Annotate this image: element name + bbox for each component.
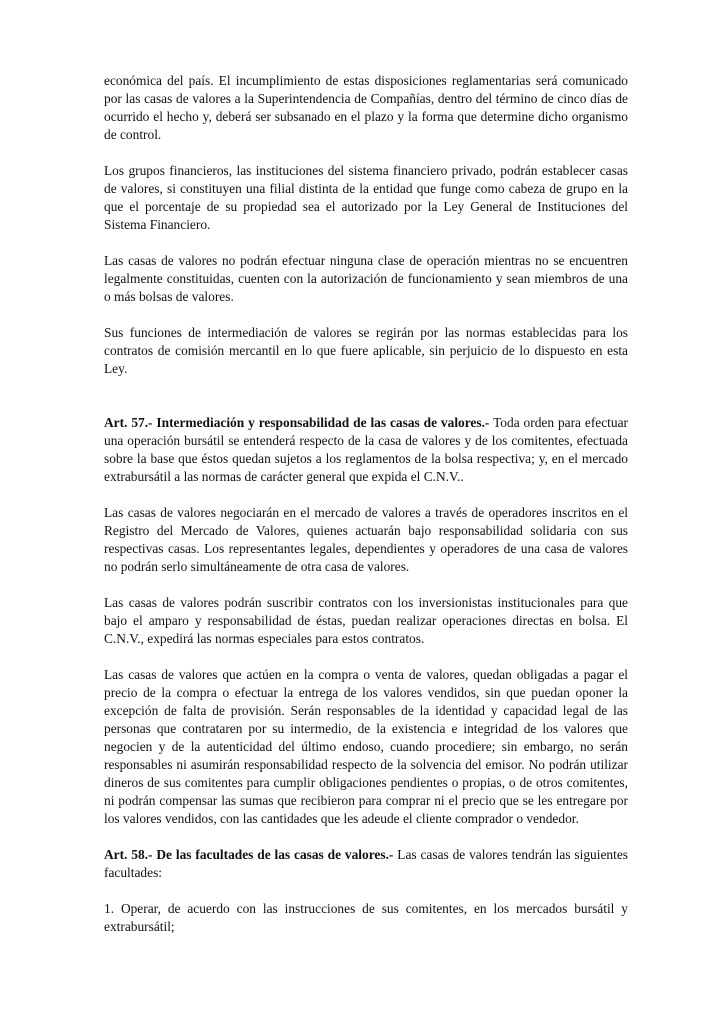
article-57-heading: Art. 57.- Intermediación y responsabilidad de las casas de valores.- — [104, 415, 490, 430]
paragraph-3 — [104, 252, 628, 306]
paragraph-text: Las casas de valores que actúen en la compra o venta de valores, quedan obligadas a pagar el precio de la compra o efectuar la entrega de los valores vendidos, sin que puedan oponer la excepción de falta de provisión. Serán responsables de la identidad y capacidad legal de las personas que contrataren por su intermedio, de la existencia e integridad de los valores que negocien y de la autenticidad del último endoso, cuando procediere; sin embargo, no serán responsables ni asumirán responsabilidad respecto de la solvencia del emisor. No podrán utilizar dineros de sus comitentes para cumplir obligaciones pendientes o propias, o de otros comitentes, ni podrán compensar las sumas que recibieron para comprar ni el precio que se les entregare por los valores vendidos, con las cantidades que les adeude el cliente comprador o vendedor. — [104, 667, 628, 826]
article-57-text: Toda orden para efectuar una operación bursátil se entenderá respecto de la casa de valores y de los comitentes, efectuada sobre la base que éstos quedan sujetos a los reglamentos de la bolsa respectiva; y, en el mercado extrabursátil a las normas de carácter general que expida el C.N.V.. — [104, 415, 628, 484]
list-item-1 — [104, 900, 628, 936]
document-page — [104, 72, 628, 954]
paragraph-6 — [104, 504, 628, 576]
paragraph-8 — [104, 666, 628, 828]
paragraph-7 — [104, 594, 628, 648]
paragraph-text: económica del país. El incumplimiento de estas disposiciones reglamentarias será comunicado por las casas de valores a la Superintendencia de Compañías, dentro del término de cinco días de ocurrido el hecho y, deberá ser subsanado en el plazo y la forma que determine dicho organismo de control. — [104, 73, 628, 142]
paragraph-text: Las casas de valores no podrán efectuar ninguna clase de operación mientras no se encuentren legalmente constituidas, cuenten con la autorización de funcionamiento y sean miembros de una o más bolsas de valores. — [104, 253, 628, 304]
paragraph-text: Las casas de valores podrán suscribir contratos con los inversionistas institucionales para que bajo el amparo y responsabilidad de éstas, puedan realizar operaciones directas en bolsa. El C.N.V., expedirá las normas especiales para estos contratos. — [104, 595, 628, 646]
paragraph-text: 1. Operar, de acuerdo con las instrucciones de sus comitentes, en los mercados bursátil y extrabursátil; — [104, 901, 628, 934]
paragraph-text: Las casas de valores negociarán en el mercado de valores a través de operadores inscritos en el Registro del Mercado de Valores, quienes actuarán bajo responsabilidad solidaria con sus respectivas casas. Los representantes legales, dependientes y operadores de una casa de valores no podrán serlo simultáneamente de otra casa de valores. — [104, 505, 628, 574]
paragraph-1 — [104, 72, 628, 144]
paragraph-4 — [104, 324, 628, 378]
article-58-text: Las casas de valores tendrán las siguientes facultades: — [104, 847, 628, 880]
paragraph-text: Los grupos financieros, las instituciones del sistema financiero privado, podrán establecer casas de valores, si constituyen una filial distinta de la entidad que funge como cabeza de grupo en la que el porcentaje de su propiedad sea el autorizado por la Ley General de Instituciones del Sistema Financiero. — [104, 163, 628, 232]
article-57 — [104, 414, 628, 486]
paragraph-2 — [104, 162, 628, 234]
article-58-heading: Art. 58.- De las facultades de las casas de valores.- — [104, 847, 394, 862]
paragraph-text: Sus funciones de intermediación de valores se regirán por las normas establecidas para los contratos de comisión mercantil en lo que fuere aplicable, sin perjuicio de lo dispuesto en esta Ley. — [104, 325, 628, 376]
article-58 — [104, 846, 628, 882]
